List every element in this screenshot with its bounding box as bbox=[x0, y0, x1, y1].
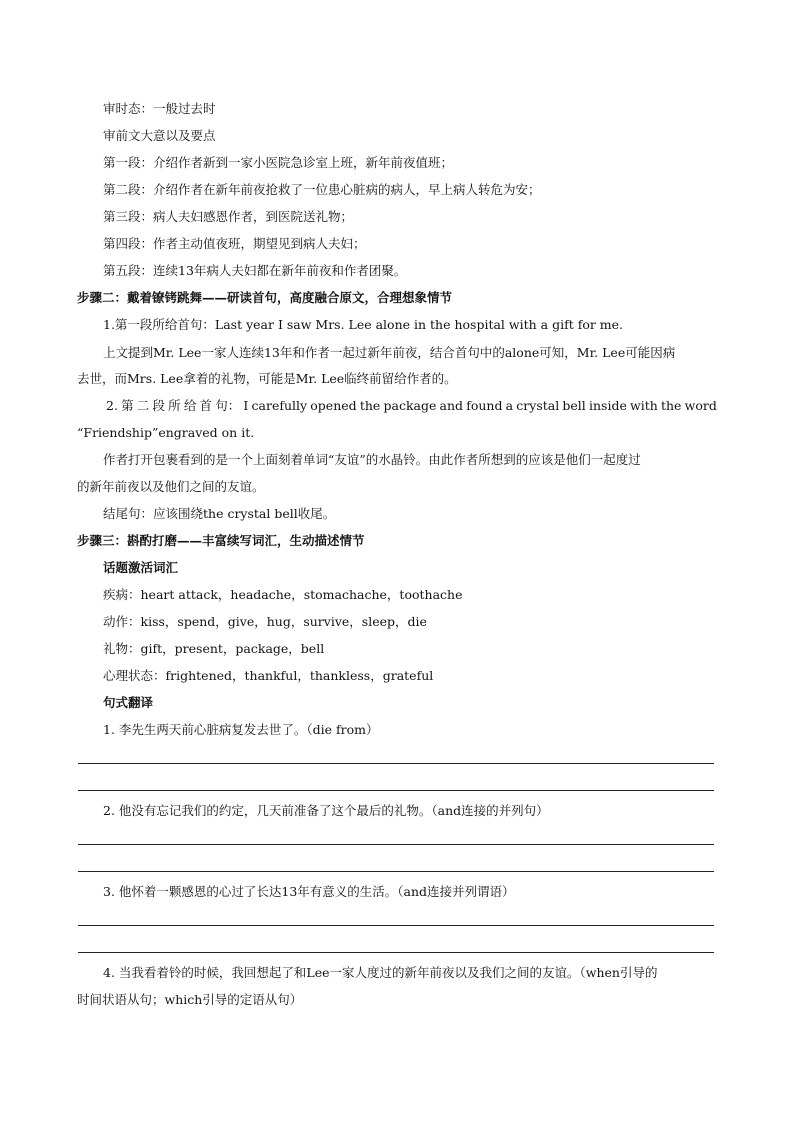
word: the bbox=[359, 398, 381, 413]
para-summary-4: 第四段：作者主动值夜班，期望见到病人夫妇； bbox=[103, 236, 366, 251]
word: found bbox=[466, 398, 503, 413]
tense-line: 审时态：一般过去时 bbox=[103, 101, 216, 116]
ending-note: 结尾句：应该围绕the crystal bell收尾。 bbox=[103, 506, 336, 521]
word: a bbox=[505, 398, 514, 413]
para-summary-5: 第五段：连续13年病人夫妇都在新年前夜和作者团聚。 bbox=[103, 263, 407, 278]
word: 句： bbox=[215, 398, 241, 413]
para-summary-2: 第二段：介绍作者在新年前夜抢救了一位患心脏病的病人，早上病人转危为安； bbox=[103, 182, 541, 197]
translation-item-2: 2. 他没有忘记我们的约定，几天前准备了这个最后的礼物。（and连接的并列句） bbox=[103, 803, 549, 818]
p2-first-sentence-line1 bbox=[106, 397, 717, 415]
p1-analysis-line1: 上文提到Mr. Lee一家人连续13年和作者一起过新年前夜，结合首句中的alone可知，Mr. Lee可能因病 bbox=[103, 345, 676, 360]
para-summary-3: 第三段：病人夫妇感恩作者，到医院送礼物； bbox=[103, 209, 354, 224]
step3-heading: 步骤三：斟酌打磨——丰富续写词汇，生动描述情节 bbox=[77, 533, 365, 548]
word: 首 bbox=[199, 398, 213, 413]
word: 段 bbox=[152, 398, 165, 413]
word: bell bbox=[562, 398, 586, 413]
word: package bbox=[383, 398, 437, 413]
word: the bbox=[660, 398, 682, 413]
translation-heading: 句式翻译 bbox=[103, 695, 154, 710]
vocab-heading: 话题激活词汇 bbox=[103, 560, 179, 575]
answer-line[interactable] bbox=[78, 925, 714, 926]
word: with bbox=[630, 398, 658, 413]
para-summary-1: 第一段：介绍作者新到一家小医院急诊室上班，新年前夜值班； bbox=[103, 155, 454, 170]
step2-heading: 步骤二：戴着镣铐跳舞——研读首句，高度融合原文，合理想象情节 bbox=[77, 290, 453, 305]
answer-line[interactable] bbox=[78, 844, 714, 845]
word: I bbox=[243, 398, 249, 413]
summary-title: 审前文大意以及要点 bbox=[103, 128, 216, 143]
p2-first-sentence-line2: “Friendship”engraved on it. bbox=[77, 425, 255, 440]
word: and bbox=[439, 398, 464, 413]
vocab-mood: 心理状态：frightened，thankful，thankless，grateful bbox=[103, 668, 434, 683]
word: 2. bbox=[106, 398, 118, 413]
word: 第 bbox=[121, 398, 134, 413]
word: inside bbox=[588, 398, 627, 413]
answer-line[interactable] bbox=[78, 952, 714, 953]
vocab-gifts: 礼物：gift，present，package，bell bbox=[103, 641, 325, 656]
p2-analysis-line1: 作者打开包裹看到的是一个上面刻着单词“友谊”的水晶铃。由此作者所想到的应该是他们一起度过 bbox=[103, 452, 641, 467]
answer-line[interactable] bbox=[78, 790, 714, 791]
word: opened bbox=[310, 398, 357, 413]
p1-first-sentence: 1.第一段所给首句：Last year I saw Mrs. Lee alone in the hospital with a gift for me. bbox=[103, 317, 624, 332]
translation-item-4-line2: 时间状语从句；which引导的定语从句） bbox=[77, 992, 303, 1007]
vocab-actions: 动作：kiss，spend，give，hug，survive，sleep，die bbox=[103, 614, 427, 629]
p2-analysis-line2: 的新年前夜以及他们之间的友谊。 bbox=[77, 479, 265, 494]
p1-analysis-line2: 去世，而Mrs. Lee拿着的礼物，可能是Mr. Lee临终前留给作者的。 bbox=[77, 371, 457, 386]
word: 二 bbox=[136, 398, 150, 413]
translation-item-3: 3. 他怀着一颗感恩的心过了长达13年有意义的生活。（and连接并列谓语） bbox=[103, 884, 515, 899]
word: 给 bbox=[183, 398, 197, 413]
word: crystal bbox=[516, 398, 560, 413]
translation-item-4-line1: 4. 当我看着铃的时候，我回想起了和Lee一家人度过的新年前夜以及我们之间的友谊。（when引导的 bbox=[103, 965, 658, 980]
answer-line[interactable] bbox=[78, 763, 714, 764]
translation-item-1: 1. 李先生两天前心脏病复发去世了。（die from） bbox=[103, 722, 379, 737]
word: 所 bbox=[168, 398, 181, 413]
word: word bbox=[684, 398, 717, 413]
vocab-illness: 疾病：heart attack，headache，stomachache，toothache bbox=[103, 587, 463, 602]
answer-line[interactable] bbox=[78, 871, 714, 872]
word: carefully bbox=[251, 398, 308, 413]
